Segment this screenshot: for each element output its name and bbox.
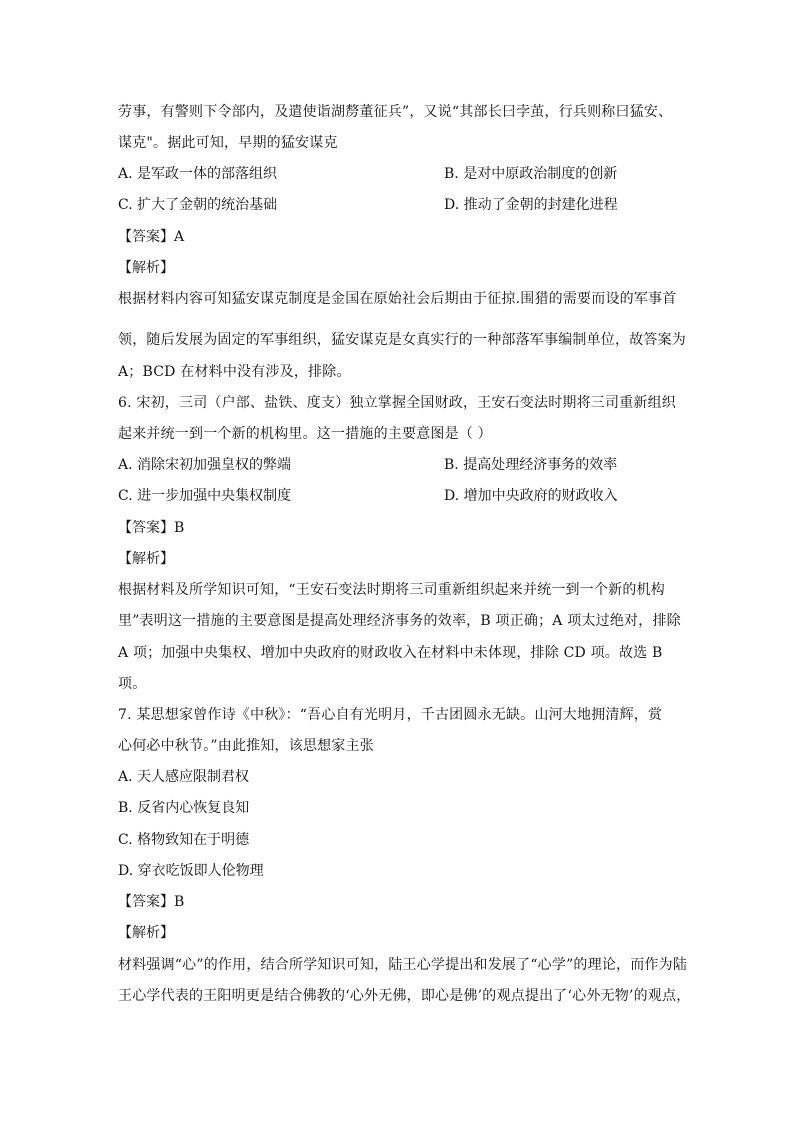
q7-option-d: D. 穿衣吃饭即人伦物理 [118, 863, 264, 879]
q6-option-d: D. 增加中央政府的财政收入 [444, 488, 618, 504]
q5-stem-line-1: 劳事，有警则下令部内，及遣使诣湖剺董征兵”，又说“其部长曰孛茧，行兵则称曰猛安、 [118, 104, 673, 120]
q6-stem-line-2: 起来并统一到一个新的机构里。这一措施的主要意图是（ ） [118, 426, 492, 442]
q7-analysis-line-1: 材料强调“心”的作用，结合所学知识可知，陆王心学提出和发展了“心学”的理论，而作为陆 [118, 957, 688, 973]
q6-option-a: A. 消除宋初加强皇权的弊端 [118, 457, 292, 473]
q7-stem-line-1: 7. 某思想家曾作诗《中秋》：“吾心自有光明月，千古团圆永无缺。山河大地拥清辉，赏 [118, 707, 663, 723]
q5-answer: 【答案】A [118, 229, 185, 245]
q7-analysis-tag: 【解析】 [118, 925, 174, 941]
q5-option-c: C. 扩大了金朝的统治基础 [118, 197, 278, 213]
q7-stem-line-2: 心何必中秋节。”由此推知，该思想家主张 [118, 738, 374, 754]
q6-answer: 【答案】B [118, 520, 185, 536]
q7-analysis-line-2: 王心学代表的王阳明更是结合佛教的‘心外无佛，即心是佛’的观点提出了‘心外无物’的观点， [118, 988, 691, 1004]
q5-analysis-line-3: A；BCD 在材料中没有涉及，排除。 [118, 364, 351, 380]
q7-answer: 【答案】B [118, 894, 185, 910]
q5-analysis-line-2: 领，随后发展为固定的军事组织，猛安谋克是女真实行的一种部落军事编制单位，故答案为 [118, 332, 686, 348]
q7-option-c: C. 格物致知在于明德 [118, 832, 250, 848]
q6-option-c: C. 进一步加强中央集权制度 [118, 488, 292, 504]
q6-analysis-line-2: 里”表明这一措施的主要意图是提高处理经济事务的效率，B 项正确；A 项太过绝对，排除 [118, 613, 681, 629]
q7-option-a: A. 天人感应限制君权 [118, 769, 250, 785]
q6-analysis-tag: 【解析】 [118, 551, 174, 567]
q7-option-b: B. 反省内心恢复良知 [118, 800, 250, 816]
q6-option-b: B. 提高处理经济事务的效率 [444, 457, 618, 473]
q6-analysis-line-3: A 项；加强中央集权、增加中央政府的财政收入在材料中未体现，排除 CD 项。故选 B [118, 645, 663, 661]
q5-analysis-tag: 【解析】 [118, 260, 174, 276]
q5-option-d: D. 推动了金朝的封建化进程 [444, 197, 618, 213]
q5-option-b: B. 是对中原政治制度的创新 [444, 166, 618, 182]
q6-analysis-line-1: 根据材料及所学知识可知，“王安石变法时期将三司重新组织起来并统一到一个新的机构 [118, 582, 665, 598]
q6-stem-line-1: 6. 宋初，三司（户部、盐铁、度支）独立掌握全国财政，王安石变法时期将三司重新组织 [118, 395, 677, 411]
q5-analysis-line-1: 根据材料内容可知猛安谋克制度是金国在原始社会后期由于征掠.围猎的需要而设的军事首 [118, 291, 677, 307]
q5-option-a: A. 是军政一体的部落组织 [118, 166, 278, 182]
q5-stem-line-2: 谋克"。据此可知，早期的猛安谋克 [118, 135, 338, 151]
q6-analysis-line-4: 项。 [118, 676, 147, 692]
